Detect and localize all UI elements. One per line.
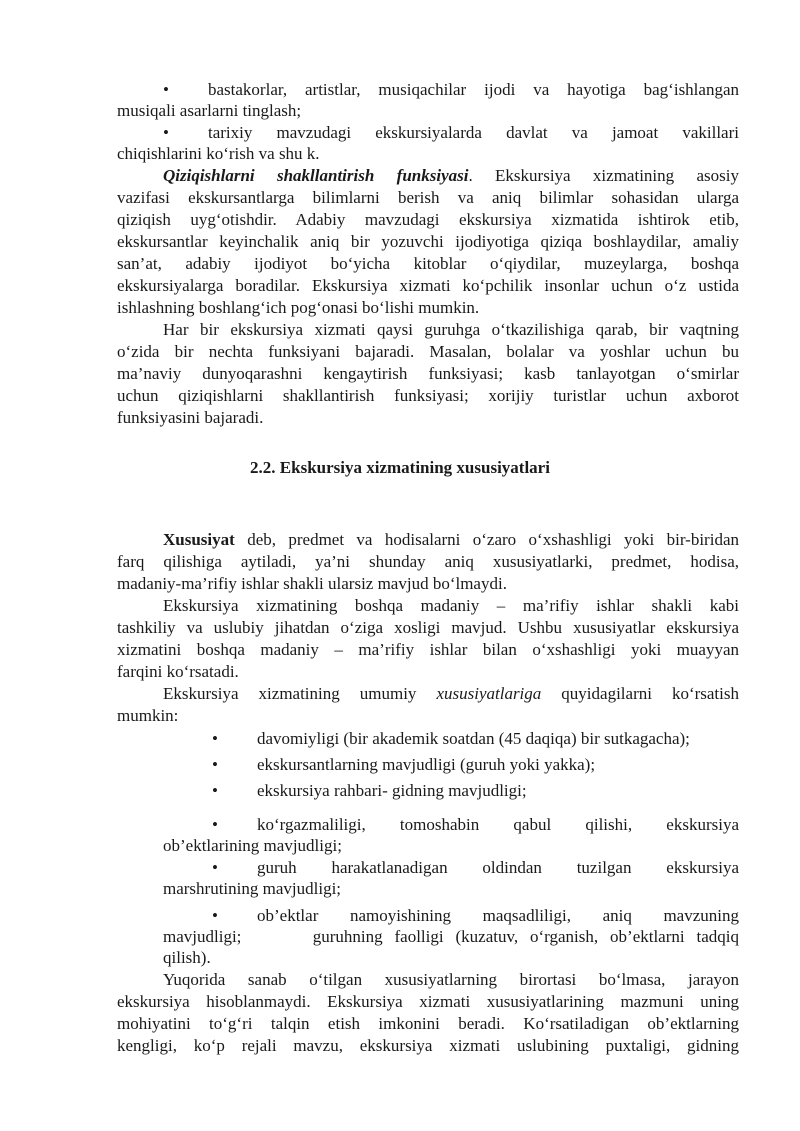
bullet-item-text: marshrutining mavjudligi; <box>163 879 342 898</box>
paragraph-line: kengligi, ko‘p rejali mavzu, ekskursiya xizmati uslubining puxtaligi, gidning <box>117 1036 739 1055</box>
bullet-item-text: ob’ektlar namoyishining maqsadliligi, aniq mavzuning <box>257 906 739 925</box>
paragraph-line: Yuqorida sanab o‘tilgan xususiyatlarning birortasi bo‘lmasa, jarayon <box>163 970 739 989</box>
bullet-item-text: chiqishlarini ko‘rish va shu k. <box>117 144 320 163</box>
paragraph-line <box>163 166 739 186</box>
bullet-marker: • <box>212 815 218 834</box>
bullet-item-text: davomiyligi (bir akademik soatdan (45 daqiqa) bir sutkagacha); <box>257 729 690 748</box>
paragraph-line: san’at, adabiy ijodiyot bo‘yicha kitoblar o‘qiydilar, muzeylarga, boshqa <box>117 254 739 273</box>
paragraph-line: farq qilishiga aytiladi, ya’ni shunday aniq xususiyatlarki, predmet, hodisa, <box>117 552 739 571</box>
paragraph-line: vazifasi ekskursantlarga bilimlarni berish va aniq bilimlar sohasidan ularga <box>117 188 739 207</box>
paragraph-line: tashkiliy va uslubiy jihatdan o‘ziga xosligi mavjud. Ushbu xususiyatlar ekskursiya <box>117 618 739 637</box>
paragraph-term: Xususiyat <box>163 530 235 549</box>
paragraph-line: funksiyasini bajaradi. <box>117 408 264 427</box>
paragraph-line: mumkin: <box>117 706 179 725</box>
paragraph-text: quyidagilarni ko‘rsatish <box>541 684 739 703</box>
paragraph-line: madaniy-ma’rifiy ishlar shakli ularsiz mavjud bo‘lmaydi. <box>117 574 507 593</box>
section-heading: 2.2. Ekskursiya xizmatining xususiyatlari <box>250 458 550 477</box>
paragraph-line <box>163 530 739 550</box>
paragraph-line: mohiyatini to‘g‘ri talqin etish imkonini beradi. Ko‘rsatiladigan ob’ektlarning <box>117 1014 739 1033</box>
bullet-item-text: ekskursiya rahbari- gidning mavjudligi; <box>257 781 527 800</box>
paragraph-line <box>163 684 739 704</box>
paragraph-line: ishlashning boshlang‘ich pog‘onasi bo‘lishi mumkin. <box>117 298 480 317</box>
paragraph-line: Ekskursiya xizmatining boshqa madaniy – ma’rifiy ishlar shakli kabi <box>163 596 739 615</box>
bullet-item-text: ekskursantlarning mavjudligi (guruh yoki yakka); <box>257 755 596 774</box>
paragraph-line: ma’naviy dunyoqarashni kengaytirish funksiyasi; kasb tanlayotgan o‘smirlar <box>117 364 739 383</box>
bullet-marker: • <box>212 858 218 877</box>
paragraph-line: ekskursiyalarga boradilar. Ekskursiya xizmati ko‘pchilik insonlar uchun o‘z ustida <box>117 276 739 295</box>
bullet-marker: • <box>212 781 218 800</box>
paragraph-text: . Ekskursiya xizmatining asosiy <box>468 166 739 185</box>
paragraph-line: qiziqish uyg‘otishdir. Adabiy mavzudagi ekskursiya xizmatida ishtirok etib, <box>117 210 739 229</box>
bullet-marker: • <box>212 729 218 748</box>
bullet-marker: • <box>212 906 218 925</box>
bullet-item-text: musiqali asarlarni tinglash; <box>117 101 302 120</box>
paragraph-line: Har bir ekskursiya xizmati qaysi guruhga o‘tkazilishiga qarab, bir vaqtning <box>163 320 739 339</box>
paragraph-line: farqini ko‘rsatadi. <box>117 662 239 681</box>
bullet-item-text: guruh harakatlanadigan oldindan tuzilgan ekskursiya <box>257 858 739 877</box>
paragraph-emphasis: xususiyatlariga <box>436 684 542 703</box>
paragraph-text: Ekskursiya xizmatining umumiy <box>163 684 437 703</box>
bullet-item-text: bastakorlar, artistlar, musiqachilar ijodi va hayotiga bag‘ishlangan <box>208 80 739 99</box>
paragraph-line: xizmatini boshqa madaniy – ma’rifiy ishlar bilan o‘xshashligi yoki muayyan <box>117 640 739 659</box>
bullet-marker: • <box>163 123 169 142</box>
paragraph-line: ekskursantlar keyinchalik aniq bir yozuvchi ijodiyotiga qiziqa boshlaydilar, amaliy <box>117 232 739 251</box>
paragraph-term: Qiziqishlarni shakllantirish funksiyasi <box>163 166 469 185</box>
paragraph-text: deb, predmet va hodisalarni o‘zaro o‘xshashligi yoki bir-biridan <box>234 530 739 549</box>
bullet-item-text: mavjudligi; guruhning faolligi (kuzatuv, o‘rganish, ob’ektlarni tadqiq <box>163 927 739 946</box>
paragraph-line: ekskursiya hisoblanmaydi. Ekskursiya xizmati xususiyatlarining mazmuni uning <box>117 992 739 1011</box>
bullet-marker: • <box>163 80 169 99</box>
bullet-item-text: qilish). <box>163 948 211 967</box>
paragraph-line: o‘zida bir nechta funksiyani bajaradi. Masalan, bolalar va yoshlar uchun bu <box>117 342 739 361</box>
bullet-item-text: tarixiy mavzudagi ekskursiyalarda davlat va jamoat vakillari <box>208 123 739 142</box>
bullet-marker: • <box>212 755 218 774</box>
bullet-item-text: ko‘rgazmaliligi, tomoshabin qabul qilishi, ekskursiya <box>257 815 739 834</box>
bullet-item-text: ob’ektlarining mavjudligi; <box>163 836 342 855</box>
paragraph-line: uchun qiziqishlarni shakllantirish funksiyasi; xorijiy turistlar uchun axborot <box>117 386 739 405</box>
